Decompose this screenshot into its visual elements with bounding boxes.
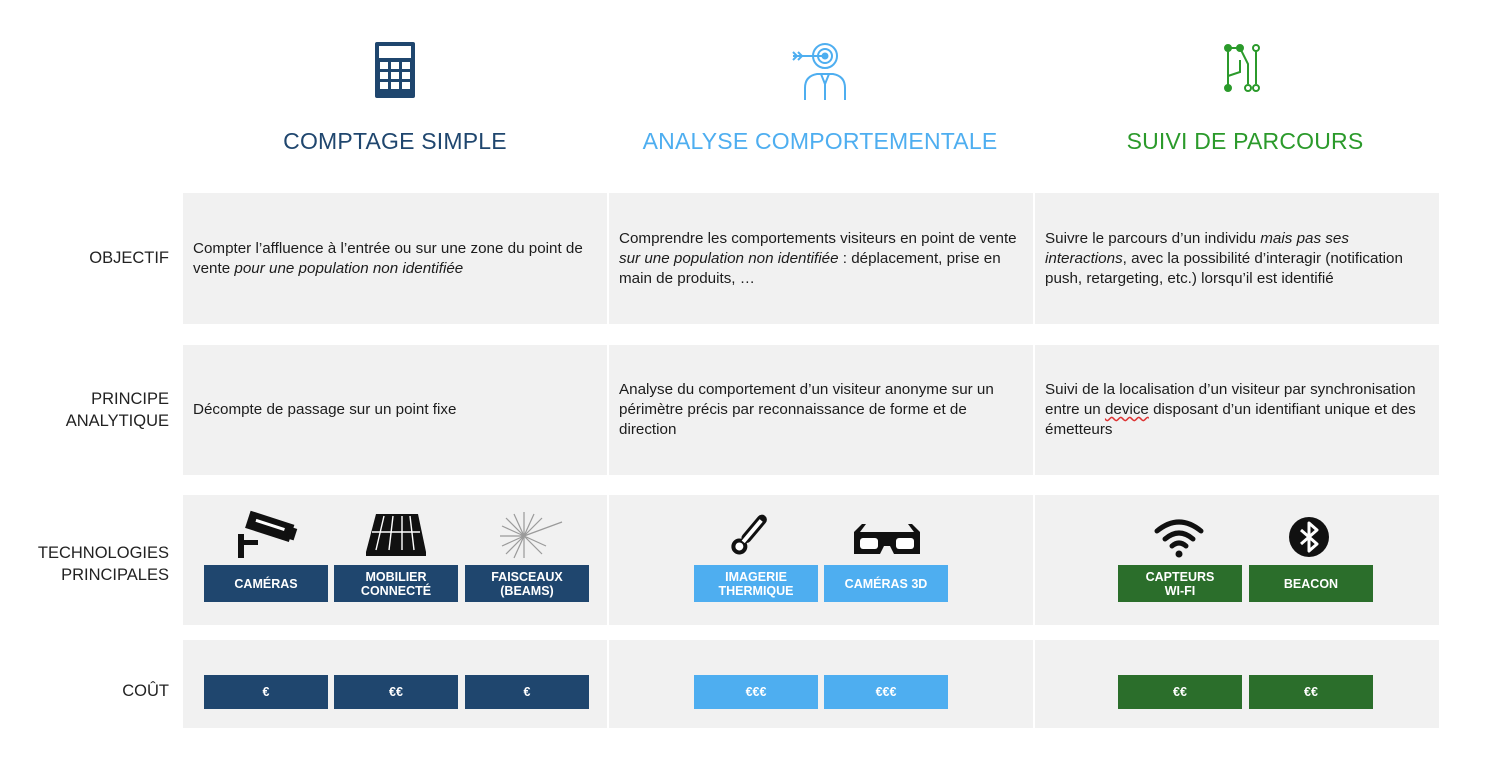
row-label-objectif: OBJECTIF: [89, 249, 169, 267]
cost-beacon: €€: [1249, 675, 1373, 709]
cost-imagerie-thermique: €€€: [694, 675, 818, 709]
path-nodes-icon: [1212, 40, 1292, 102]
wooden-floor-icon: [362, 512, 428, 563]
cost-mobilier-connecte: €€: [334, 675, 458, 709]
principe-cell-comptage: Décompte de passage sur un point fixe: [183, 345, 607, 475]
3d-glasses-icon: [852, 522, 922, 563]
wifi-icon: [1152, 515, 1206, 564]
row-label-principe: PRINCIPE ANALYTIQUE: [65, 390, 169, 430]
objectif-cell-analyse: Comprendre les comportements visiteurs en point de vente sur une population non identifiée : déplacement, prise en main de produits, …: [609, 193, 1033, 324]
technologies-cell-analyse: [609, 495, 1033, 625]
tech-tag-beacon: BEACON: [1249, 565, 1373, 602]
tech-tag-faisceaux: FAISCEAUX (BEAMS): [465, 565, 589, 602]
tech-tag-imagerie-thermique: IMAGERIE THERMIQUE: [694, 565, 818, 602]
objectif-cell-suivi: Suivre le parcours d’un individu mais pas ses interactions, avec la possibilité d’interagir (notification push, retargeting, etc.) lorsqu’il est identifié: [1035, 193, 1439, 324]
cost-cameras: €: [204, 675, 328, 709]
cost-cameras-3d: €€€: [824, 675, 948, 709]
target-person-icon: [785, 40, 865, 102]
objectif-cell-comptage: Compter l’affluence à l’entrée ou sur une zone du point de vente pour une population non identifiée: [183, 193, 607, 324]
bluetooth-icon: [1288, 516, 1330, 563]
cost-faisceaux: €: [465, 675, 589, 709]
technologies-cell-suivi: [1035, 495, 1439, 625]
column-title-comptage: COMPTAGE SIMPLE: [283, 128, 507, 154]
cout-cell-analyse: [609, 640, 1033, 728]
cost-capteurs-wifi: €€: [1118, 675, 1242, 709]
principe-cell-suivi: Suivi de la localisation d’un visiteur par synchronisation entre un device disposant d’un identifiant unique et des émetteurs: [1035, 345, 1439, 475]
column-title-analyse: ANALYSE COMPORTEMENTALE: [642, 128, 998, 154]
principe-cell-analyse: Analyse du comportement d’un visiteur anonyme sur un périmètre précis par reconnaissance de forme et de direction: [609, 345, 1033, 475]
tech-tag-cameras: CAMÉRAS: [204, 565, 328, 602]
tech-tag-capteurs-wifi: CAPTEURS WI-FI: [1118, 565, 1242, 602]
column-title-suivi: SUIVI DE PARCOURS: [1126, 128, 1364, 154]
calculator-icon: [355, 40, 435, 102]
tech-tag-mobilier-connecte: MOBILIER CONNECTÉ: [334, 565, 458, 602]
row-label-technologies: TECHNOLOGIES PRINCIPALES: [37, 544, 169, 584]
security-camera-icon: [232, 510, 298, 565]
light-beams-icon: [494, 510, 564, 565]
thermometer-icon: [724, 510, 774, 565]
row-label-cout: COÛT: [122, 682, 169, 700]
tech-tag-cameras-3d: CAMÉRAS 3D: [824, 565, 948, 602]
